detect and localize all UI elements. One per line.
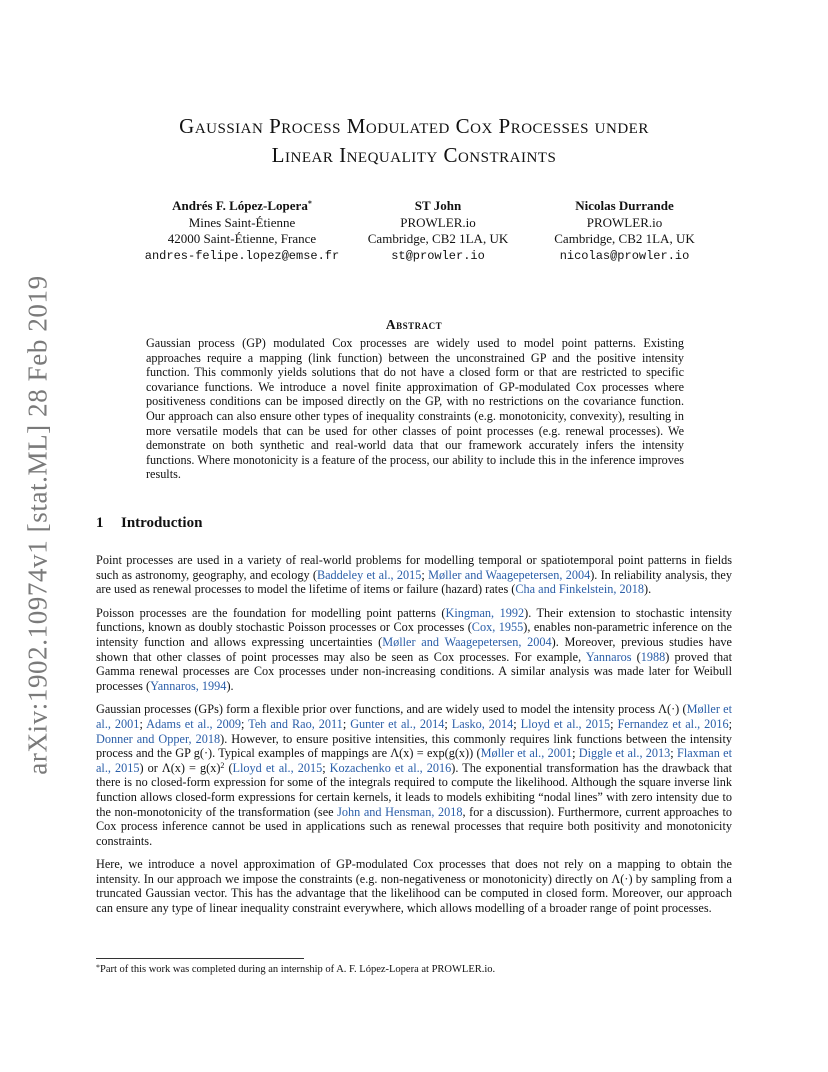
- citation-link[interactable]: Donner and Opper, 2018: [96, 731, 221, 746]
- citation-link[interactable]: Kingman, 1992: [445, 605, 525, 620]
- author-name: Andrés F. López-Lopera: [172, 198, 308, 213]
- footnote-divider: [96, 958, 304, 959]
- citation-link[interactable]: Yannaros: [585, 649, 632, 664]
- citation-link[interactable]: Lloyd et al., 2015: [232, 760, 323, 775]
- body-text: [96, 553, 732, 925]
- abstract-text: Gaussian process (GP) modulated Cox processes are widely used to model point patterns. Existing approaches require a mapping (link function) between the unconstrained GP and the positive intensity function. This commonly yields solutions that do not have a closed form or that are restricted to specific covariance functions. We introduce a novel finite approximation of GP-modulated Cox processes where positiveness conditions can be imposed directly on the GP, with no restrictions on the covariance function. Our approach can also ensure other types of inequality constraints (e.g. monotonicity, convexity), resulting in more versatile models that can be used for other classes of point processes (e.g. renewal processes). We demonstrate on both synthetic and real-world data that our framework accurately infers the intensity functions. Where monotonicity is a feature of the process, our ability to include this in the inference improves results.: [146, 336, 684, 482]
- citation-link[interactable]: Møller and Waagepetersen, 2004: [382, 634, 552, 649]
- author-block-3: [532, 198, 717, 264]
- citation-link[interactable]: 1988: [640, 649, 666, 664]
- author-affiliation: Mines Saint-Étienne: [188, 214, 296, 230]
- citation-link[interactable]: Fernandez et al., 2016: [617, 716, 729, 731]
- footnote-marker: *: [96, 963, 100, 972]
- citation-link[interactable]: Lloyd et al., 2015: [520, 716, 611, 731]
- section-title: Introduction: [121, 515, 203, 531]
- author-email[interactable]: nicolas@prowler.io: [559, 248, 690, 263]
- citation-link[interactable]: Diggle et al., 2013: [578, 746, 671, 761]
- abstract-heading: Abstract: [385, 317, 443, 332]
- exponent: 2: [220, 760, 225, 770]
- author-address: 42000 Saint-Étienne, France: [167, 231, 317, 246]
- citation-link[interactable]: Teh and Rao, 2011: [248, 716, 343, 731]
- arxiv-identifier: arXiv:1902.10974v1 [stat.ML] 28 Feb 2019: [22, 275, 53, 775]
- paper-title: [96, 112, 732, 170]
- author-affiliation: PROWLER.io: [586, 214, 663, 230]
- title-line-2: Linear Inequality Constraints: [271, 143, 557, 167]
- citation-link[interactable]: Baddeley et al., 2015: [316, 567, 422, 582]
- citation-link[interactable]: Møller et al., 2001: [96, 702, 732, 731]
- section-heading: [96, 515, 202, 532]
- author-address: Cambridge, CB2 1LA, UK: [554, 231, 695, 246]
- citation-link[interactable]: Møller and Waagepetersen, 2004: [428, 567, 591, 582]
- footnote-marker: *: [307, 199, 312, 208]
- author-name: ST John: [414, 198, 462, 213]
- section-number: 1: [96, 515, 104, 531]
- citation-link[interactable]: Yannaros, 1994: [150, 678, 227, 693]
- citation-link[interactable]: Gunter et al., 2014: [350, 716, 445, 731]
- citation-link[interactable]: Cha and Finkelstein, 2018: [515, 582, 645, 597]
- arxiv-sidebar: [18, 275, 58, 775]
- author-affiliation: PROWLER.io: [400, 214, 476, 230]
- author-block-2: [348, 198, 528, 264]
- author-name: Nicolas Durrande: [575, 198, 674, 213]
- citation-link[interactable]: Adams et al., 2009: [146, 716, 242, 731]
- footnote-text: Part of this work was completed during an internship of A. F. López-Lopera at PROWLER.io.: [100, 964, 496, 975]
- author-address: Cambridge, CB2 1LA, UK: [367, 231, 509, 246]
- paragraph-4: Here, we introduce a novel approximation of GP-modulated Cox processes that does not rely on a mapping to obtain the intensity. In our approach we impose the constraints (e.g. non-negativeness or monotonicity) directly on Λ(·) by sampling from a truncated Gaussian vector. This has the advantage that the likelihood can be computed in closed form. Moreover, our approach can ensure any type of linear inequality constraint everywhere, which allows modelling of a broader range of point processes.: [96, 857, 732, 916]
- paragraph-3: Gaussian processes (GPs) form a flexible prior over functions, and are widely used to model the intensity process Λ(·) (Møller et al., 2001; Adams et al., 2009; Teh and Rao, 2011; Gunter et al., 2014; Lasko, 2014; Lloyd et al., 2015; Fernandez et al., 2016; Donner and Opper, 2018). However, to ensure positive intensities, this commonly requires link functions between the intensity process and the GP g(·). Typical examples of mappings are Λ(x) = exp(g(x)) (Møller et al., 2001; Diggle et al., 2013; Flaxman et al., 2015) or $\Lambda(x) = g(x)^2$ (Lloyd et al., 2015; Kozachenko et al., 2016). The exponential transformation has the drawback that there is no closed-form expression for some of the integrals required to compute the likelihood. Although the square inverse link function allows closed-form expressions for certain kernels, it leads to models exhibiting “nodal lines” with zero intensity due to the non-monotonicity of the transformation (see John and Hensman, 2018, for a discussion). Furthermore, current approaches to Cox process inference cannot be used in applications such as renewal processes that require both positivity and monotonicity constraints.: [96, 702, 733, 848]
- citation-link[interactable]: Lasko, 2014: [451, 716, 514, 731]
- footnote: [96, 963, 732, 976]
- author-email[interactable]: andres-felipe.lopez@emse.fr: [144, 248, 340, 263]
- citation-link[interactable]: Møller et al., 2001: [480, 746, 573, 761]
- title-line-1: Gaussian Process Modulated Cox Processes under: [179, 114, 649, 138]
- citation-link[interactable]: Flaxman et al., 2015: [96, 746, 732, 775]
- citation-link[interactable]: Kozachenko et al., 2016: [329, 760, 452, 775]
- author-email[interactable]: st@prowler.io: [391, 248, 485, 263]
- author-block-1: [112, 198, 372, 264]
- paragraph-2: Poisson processes are the foundation for modelling point patterns (Kingman, 1992). Their extension to stochastic intensity functions, known as doubly stochastic Poisson processes or Cox processes (Cox, 1955), enables non-parametric inference on the intensity function and allows expressing uncertainties (Møller and Waagepetersen, 2004). Moreover, previous studies have shown that other classes of point processes may also be seen as Cox processes. For example, Yannaros (1988) proved that Gamma renewal processes are Cox processes under non-increasing conditions. A similar analysis was made later for Weibull processes (Yannaros, 1994).: [96, 605, 732, 693]
- citation-link[interactable]: John and Hensman, 2018: [337, 804, 463, 819]
- paragraph-1: Point processes are used in a variety of real-world problems for modelling temporal or spatiotemporal point patterns in fields such as astronomy, geography, and ecology (Baddeley et al., 2015; Møller and Waagepetersen, 2004). In reliability analysis, they are used as renewal processes to model the lifetime of items or failure (hazard) rates (Cha and Finkelstein, 2018).: [96, 553, 732, 597]
- citation-link[interactable]: Cox, 1955: [471, 620, 524, 635]
